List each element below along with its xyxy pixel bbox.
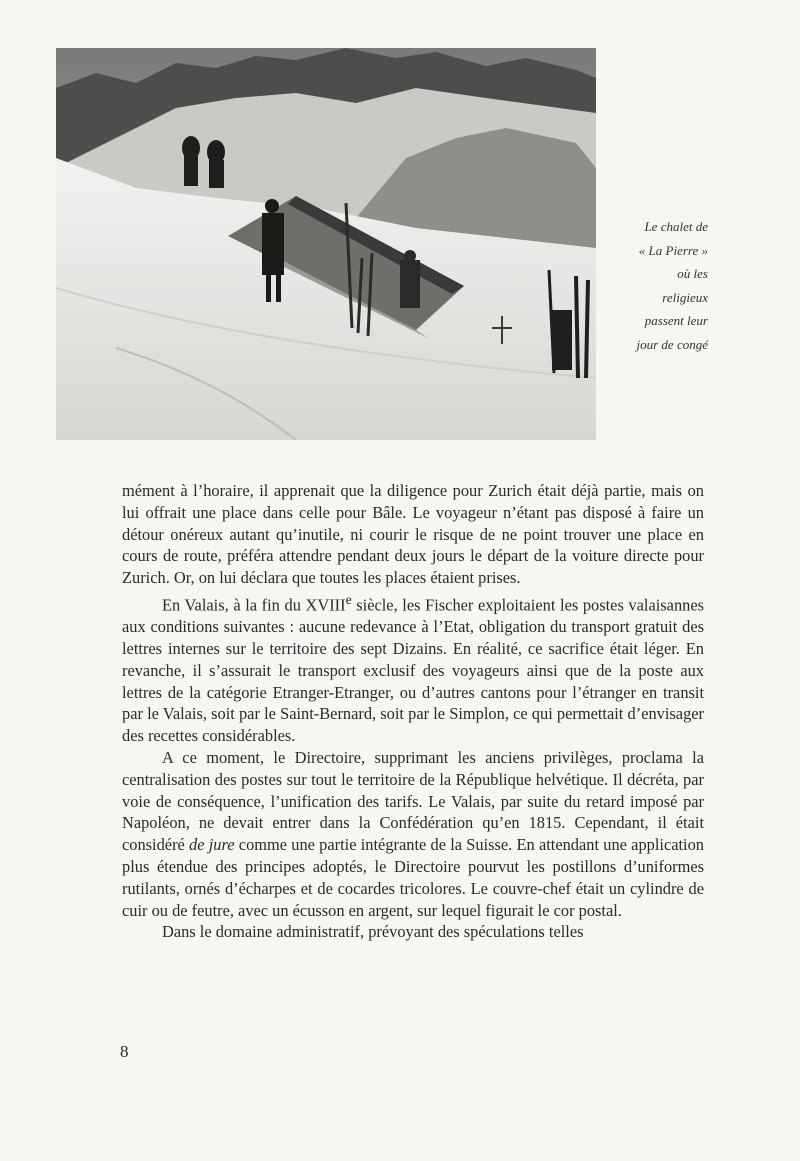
caption-line: Le chalet de <box>644 219 708 234</box>
paragraph <box>122 747 704 921</box>
text-run: mément à l’horaire, il apprenait que la diligence pour Zurich était déjà partie, mais on lui offrait une place dans celle pour Bâle. Le voyageur n’étant pas disposé à faire un détour onéreux autant qu’inutile, ni courir le risque de ne point trouver une place en cours de route, préféra attendre pendant deux jours le départ de la voiture directe pour Zurich. Or, on lui déclara que toutes les places étaient prises. <box>122 481 704 588</box>
caption-line: religieux <box>662 289 708 305</box>
paragraph <box>122 589 704 747</box>
text-run: Dans le domaine administratif, prévoyant des spéculations telles <box>162 922 584 942</box>
caption-line: passent leur <box>644 313 708 328</box>
superscript: e <box>345 591 352 607</box>
text-run: A ce moment, le Directoire, supprimant les anciens privilèges, proclama la centralisation des postes sur tout le territoire de la République helvétique. Il décréta, par voie de conséquence, l’unification des tarifs. Le Valais, par suite du retard imposé par Napoléon, ne devait entrer dans la Confédération qu’en 1815. Cependant, il était considéré <box>122 748 704 855</box>
italic-term: de jure <box>189 835 235 855</box>
caption-line: « La Pierre » <box>638 242 708 258</box>
paragraph <box>122 921 704 943</box>
text-run: comme une partie intégrante de la Suisse. En attendant une application plus étendue des principes adoptés, le Directoire pourvut les postillons d’uniformes rutilants, ornés d’écharpes et de cocardes tricolores. Le couvre-chef était un cylindre de cuir ou de feutre, avec un écusson en argent, sur lequel figurait le cor postal. <box>122 835 704 920</box>
text-run: En Valais, à la fin du XVIII <box>162 595 346 615</box>
page-number: 8 <box>120 1042 129 1061</box>
chalet-photo <box>56 48 596 440</box>
photo-caption <box>612 215 708 356</box>
paragraph <box>122 480 704 589</box>
caption-line: jour de congé <box>636 336 708 352</box>
text-run: siècle, les Fischer exploitaient les postes valaisannes aux conditions suivantes : aucune redevance à l’Etat, obligation du transport gratuit des lettres internes sur le territoire des sept Dizains. En réalité, ce sacrifice était léger. En revanche, il s’assurait le transport exclusif des voyageurs ainsi que de la poste aux lettres de la catégorie Etranger-Etranger, ou d’autres cantons pour l’étranger en transit par le Valais, soit par le Saint-Bernard, soit par le Simplon, ce qui permettait d’envisager des recettes considérables. <box>122 595 704 746</box>
caption-line: où les <box>677 266 708 281</box>
body-text <box>122 480 704 943</box>
